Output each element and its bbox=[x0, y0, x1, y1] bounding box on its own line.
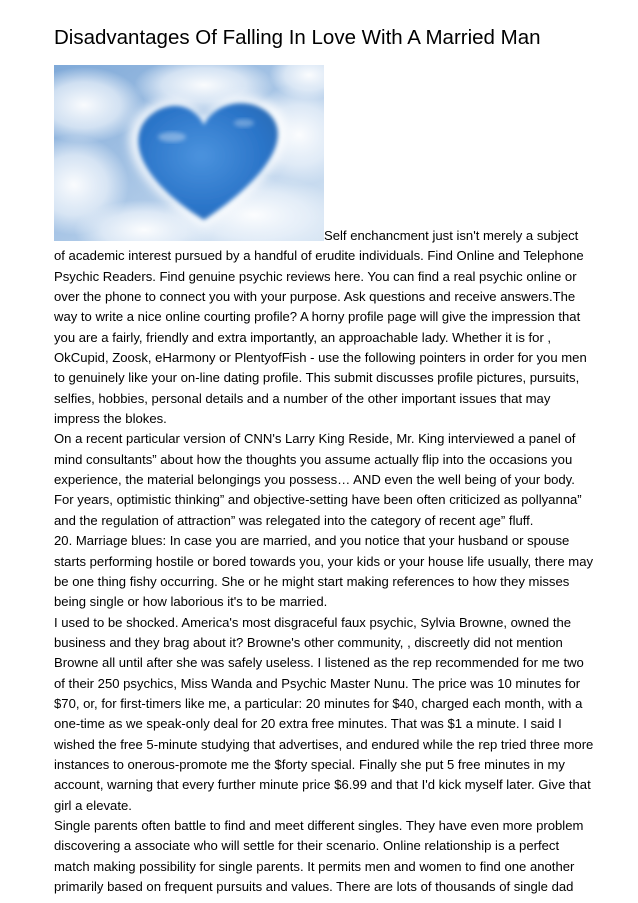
text-line: experience, the material belongings you possess… AND even the well being of your body. bbox=[54, 472, 575, 488]
text-line: of academic interest pursued by a handful of erudite individuals. Find Online and Telephone bbox=[54, 248, 584, 264]
text-line: On a recent particular version of CNN's Larry King Reside, Mr. King interviewed a panel of bbox=[54, 431, 576, 447]
text-line: being single or how laborious it's to be married. bbox=[54, 594, 328, 610]
text-line: and the regulation of attraction” was relegated into the category of recent age” fluff. bbox=[54, 512, 534, 528]
text-line: be one thing fishy occurring. She or he might start making references to how they misses bbox=[54, 573, 570, 589]
text-line: girl a elevate. bbox=[54, 797, 132, 813]
body-text bbox=[54, 226, 594, 897]
text-line: OkCupid, Zoosk, eHarmony or PlentyofFish - use the following pointers in order for you men bbox=[54, 350, 587, 366]
text-line: $70, or, for first-timers like me, a particular: 20 minutes for $40, charged each month, with a bbox=[54, 695, 583, 711]
text-line: account, warning that every further minute price $6.99 and that I'd kick myself later. Give that bbox=[54, 777, 591, 793]
text-line: Single parents often battle to find and meet different singles. They have even more problem bbox=[54, 817, 584, 833]
text-line: starts performing hostile or bored towards you, your kids or your house life usually, there may bbox=[54, 553, 594, 569]
text-line: you are a fairly, friendly and extra importantly, an approachable lady. Whether it is for , bbox=[54, 329, 552, 345]
text-line: For years, optimistic thinking” and objective-setting have been often criticized as pollyanna” bbox=[54, 492, 582, 508]
text-line: Browne all until after she was safely useless. I listened as the rep recommended for me two bbox=[54, 655, 584, 671]
text-line: way to write a nice online courting profile? A horny profile page will give the impression that bbox=[54, 309, 581, 325]
text-line: selfies, hobbies, personal details and a number of the other important issues that may bbox=[54, 390, 551, 406]
text-line: one-time as we speak-only deal for 20 extra free minutes. That was $1 a minute. I said I bbox=[54, 716, 562, 732]
text-line: Psychic Readers. Find genuine psychic reviews here. You can find a real psychic online or bbox=[54, 268, 577, 284]
text-line: mind consultants” about how the thoughts you assume actually flip into the occasions you bbox=[54, 451, 573, 467]
text-line: business and they brag about it? Browne's other community, , discreetly did not mention bbox=[54, 634, 563, 650]
text-line: Self enchancment just isn't merely a subject bbox=[324, 228, 579, 243]
page-title: Disadvantages Of Falling In Love With A Married Man bbox=[54, 26, 541, 49]
text-line: impress the blokes. bbox=[54, 411, 167, 427]
text-line: primarily based on frequent pursuits and values. There are lots of thousands of single dad bbox=[54, 879, 574, 894]
heart-cloud-image bbox=[54, 65, 324, 241]
text-line: of their 250 psychics, Miss Wanda and Psychic Master Nunu. The price was 10 minutes for bbox=[54, 675, 581, 691]
text-line: 20. Marriage blues: In case you are married, and you notice that your husband or spouse bbox=[54, 533, 570, 549]
text-line: over the phone to connect you with your purpose. Ask questions and receive answers.The bbox=[54, 289, 576, 305]
text-line: match making possibility for single parents. It permits men and women to find one another bbox=[54, 858, 575, 874]
text-line: I used to be shocked. America's most disgraceful faux psychic, Sylvia Browne, owned the bbox=[54, 614, 572, 630]
text-line: instances to onerous-promote me the $forty special. Finally she put 5 free minutes in my bbox=[54, 756, 565, 772]
text-line: discovering a associate who will settle for their scenario. Online relationship is a perfect bbox=[54, 838, 560, 854]
text-line: to genuinely like your on-line dating profile. This submit discusses profile pictures, pursuits, bbox=[54, 370, 580, 386]
text-line: wished the free 5-minute studying that advertises, and endured while the rep tried three more bbox=[54, 736, 594, 752]
